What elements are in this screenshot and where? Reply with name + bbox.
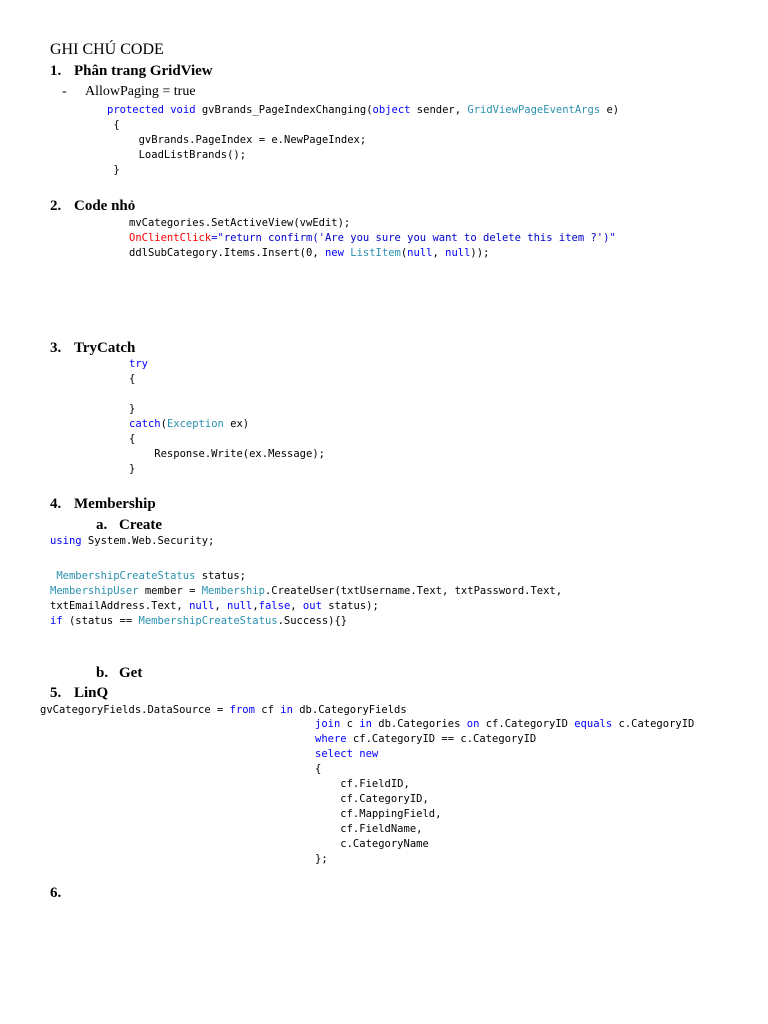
code-token: ex): [223, 418, 250, 430]
code-line: [315, 777, 694, 792]
code-token: }: [129, 403, 136, 415]
code-block-trycatch: [129, 357, 325, 477]
section-5-number: 5.: [50, 685, 62, 701]
code-token: new: [359, 748, 379, 760]
code-token: cf.FieldID,: [315, 778, 410, 790]
code-token: c.CategoryID: [612, 718, 695, 730]
code-token: c.CategoryName: [315, 838, 429, 850]
subsection-b-heading: Get: [119, 665, 143, 681]
code-token: gvBrands.PageIndex = e.NewPageIndex;: [107, 134, 367, 146]
code-token: catch: [129, 418, 161, 430]
code-token: {: [107, 119, 120, 131]
code-token: status;: [195, 570, 246, 582]
code-line: [129, 432, 325, 447]
code-token: GridViewPageEventArgs: [467, 104, 601, 116]
code-token: cf: [254, 704, 281, 716]
code-token: MembershipCreateStatus: [56, 570, 196, 582]
code-token: null: [407, 247, 433, 259]
subsection-a-heading: Create: [119, 517, 163, 533]
code-token: Exception: [166, 418, 224, 430]
code-using-line: [50, 534, 214, 549]
code-token: ,: [290, 600, 303, 612]
code-line: [315, 762, 694, 777]
bullet-text: AllowPaging = true: [85, 84, 196, 99]
code-token: in: [280, 704, 293, 716]
code-token: ListItem: [350, 247, 401, 259]
code-token: Membership: [201, 585, 265, 597]
code-token: OnClientClick: [129, 232, 212, 244]
code-line: [129, 402, 325, 417]
code-line: [315, 717, 694, 732]
code-line: [129, 246, 616, 261]
code-line: [315, 807, 694, 822]
code-token: System.Web.Security;: [81, 535, 215, 547]
code-token: if: [50, 615, 63, 627]
code-token: protected: [107, 104, 164, 116]
code-line: [107, 163, 619, 178]
code-block-linq: [315, 717, 694, 867]
code-token: c: [340, 718, 360, 730]
section-1-heading: Phân trang GridView: [74, 63, 213, 79]
code-token: sender,: [410, 104, 468, 116]
code-linq-first-line: [40, 703, 407, 718]
section-2-heading: Code nhỏ: [74, 198, 136, 214]
code-line: [107, 148, 619, 163]
section-4-number: 4.: [50, 496, 62, 512]
code-token: ,: [252, 600, 259, 612]
code-token: ,: [432, 247, 446, 259]
code-token: cf.CategoryID: [479, 718, 575, 730]
code-line: [315, 852, 694, 867]
code-line: [50, 599, 562, 614]
code-token: gvBrands_PageIndexChanging(: [195, 104, 373, 116]
code-line: [129, 357, 325, 372]
code-token: cf.MappingField,: [315, 808, 442, 820]
section-3-heading: TryCatch: [74, 340, 136, 356]
code-token: null: [445, 247, 471, 259]
code-line: [315, 747, 694, 762]
code-line: [129, 447, 325, 462]
code-token: member =: [138, 585, 202, 597]
code-token: from: [229, 704, 255, 716]
code-line: [50, 584, 562, 599]
code-token: (status ==: [62, 615, 139, 627]
code-line: [315, 732, 694, 747]
code-token: db.CategoryFields: [292, 704, 407, 716]
code-line: [315, 837, 694, 852]
code-token: cf.CategoryID,: [315, 793, 429, 805]
code-line: [129, 372, 325, 387]
code-token: txtEmailAddress.Text,: [50, 600, 190, 612]
code-line: [50, 534, 214, 549]
code-token: }: [107, 164, 120, 176]
code-token: object: [372, 104, 411, 116]
code-line: [129, 417, 325, 432]
code-token: select: [315, 748, 353, 760]
code-token: void: [170, 104, 196, 116]
code-token: .Success){}: [277, 615, 348, 627]
subsection-b-number: b.: [96, 665, 109, 681]
code-line: [129, 462, 325, 477]
code-token: status);: [321, 600, 379, 612]
code-token: LoadListBrands();: [107, 149, 247, 161]
code-line: [50, 569, 562, 584]
code-token: on: [466, 718, 480, 730]
code-line: [315, 822, 694, 837]
code-block-snippets: [129, 216, 616, 261]
code-token: ));: [470, 247, 490, 259]
code-token: cf.FieldName,: [315, 823, 423, 835]
code-token: where: [315, 733, 347, 745]
code-line: [129, 387, 325, 402]
section-1-number: 1.: [50, 63, 62, 79]
code-token: out: [302, 600, 322, 612]
code-token: join: [315, 718, 341, 730]
section-3-number: 3.: [50, 340, 62, 356]
code-token: null: [227, 600, 253, 612]
code-token: .CreateUser(txtUsername.Text, txtPassword.Text,: [264, 585, 563, 597]
code-line: [129, 216, 616, 231]
bullet-dash: -: [62, 84, 67, 99]
section-2-number: 2.: [50, 198, 62, 214]
code-token: ="return confirm('Are you sure you want to delete this item ?')": [211, 232, 616, 244]
code-token: using: [50, 535, 82, 547]
code-token: in: [359, 718, 372, 730]
code-token: {: [129, 433, 136, 445]
code-token: };: [315, 853, 328, 865]
code-token: false: [258, 600, 291, 612]
code-token: }: [129, 463, 136, 475]
code-token: ,: [214, 600, 228, 612]
code-token: cf.CategoryID == c.CategoryID: [346, 733, 537, 745]
code-token: {: [315, 763, 322, 775]
code-block-paging: [107, 103, 619, 178]
code-token: MembershipUser: [50, 585, 139, 597]
code-token: mvCategories.SetActiveView(vwEdit);: [129, 217, 351, 229]
code-line: [315, 792, 694, 807]
code-token: null: [189, 600, 215, 612]
code-line: [40, 703, 407, 718]
code-block-membership: [50, 569, 562, 629]
code-line: [107, 118, 619, 133]
section-6-number: 6.: [50, 885, 62, 901]
code-token: ddlSubCategory.Items.Insert(0,: [129, 247, 325, 259]
code-token: equals: [574, 718, 613, 730]
code-token: (: [160, 418, 167, 430]
code-token: new: [324, 247, 344, 259]
code-line: [129, 231, 616, 246]
code-token: (: [400, 247, 408, 259]
code-token: e): [600, 104, 620, 116]
subsection-a-number: a.: [96, 517, 108, 533]
code-token: {: [129, 373, 136, 385]
code-token: try: [129, 358, 148, 370]
page-title: GHI CHÚ CODE: [50, 41, 164, 58]
code-token: MembershipCreateStatus: [138, 615, 278, 627]
code-line: [50, 614, 562, 629]
code-line: [107, 133, 619, 148]
code-line: [107, 103, 619, 118]
code-token: db.Categories: [371, 718, 467, 730]
section-5-heading: LinQ: [74, 685, 109, 701]
section-4-heading: Membership: [74, 496, 156, 512]
code-token: gvCategoryFields.DataSource =: [40, 704, 230, 716]
code-token: Response.Write(ex.Message);: [129, 448, 325, 460]
